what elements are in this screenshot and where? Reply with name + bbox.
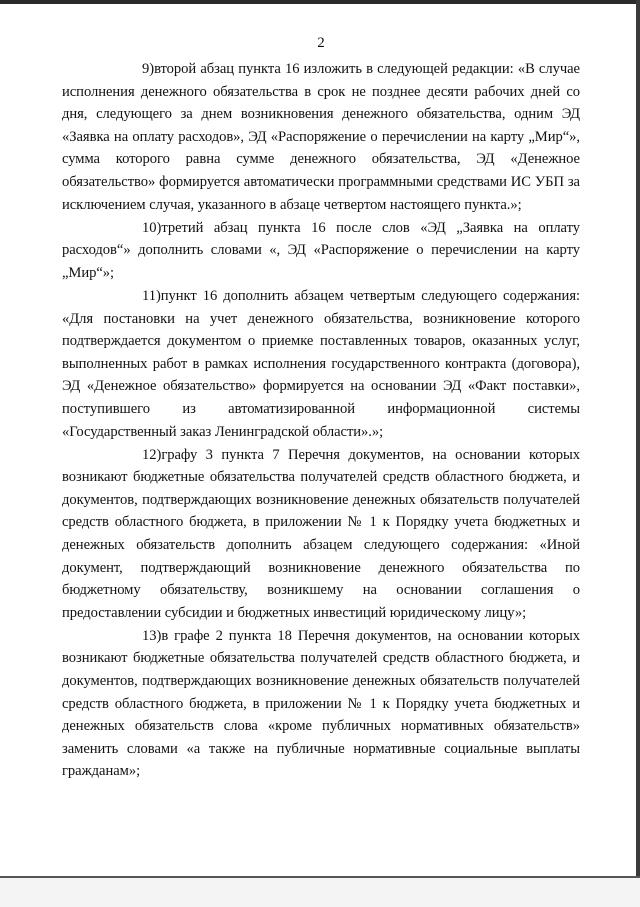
item-number: 10) <box>142 219 162 236</box>
paragraph-item-13 <box>62 625 580 783</box>
scan-edge-bottom <box>0 876 640 907</box>
paragraph-text: третий абзац пункта 16 после слов «ЭД „Заявка на оплату расходов“» дополнить словами «, ЭД «Распоряжение о перечислении на карту „Мир“»; <box>62 219 580 281</box>
scan-edge-right <box>636 0 640 905</box>
paragraph-item-11 <box>62 285 580 443</box>
paragraph-item-9 <box>62 58 580 216</box>
scan-edge-top <box>0 0 640 4</box>
item-number: 11) <box>142 287 161 304</box>
document-page <box>62 34 580 784</box>
item-number: 12) <box>142 446 162 463</box>
paragraph-item-12 <box>62 444 580 625</box>
paragraph-text: второй абзац пункта 16 изложить в следующей редакции: «В случае исполнения денежного обязательства в срок не позднее десяти рабочих дней со дня, следующего за днем возникновения денежного обязательства, одним ЭД «Заявка на оплату расходов», ЭД «Распоряжение о перечислении на карту „Мир“», сумма которого равна сумме денежного обязательства, ЭД «Денежное обязательство» формируется автоматически программными средствами ИС УБП за исключением случая, указанного в абзаце четвертом настоящего пункта.»; <box>62 61 580 213</box>
item-number: 13) <box>142 627 162 644</box>
page-number: 2 <box>317 35 325 51</box>
paragraph-text: пункт 16 дополнить абзацем четвертым следующего содержания: «Для постановки на учет денежного обязательства, возникновение которого подтверждается документом о приемке поставленных товаров, оказанных услуг, выполненных работ в рамках исполнения государственного контракта (договора), ЭД «Денежное обязательство» формируется на основании ЭД «Факт поставки», поступившего из автоматизированной информационной системы «Государственный заказ Ленинградской области».»; <box>62 287 580 440</box>
item-number: 9) <box>142 61 155 77</box>
paragraph-item-10 <box>62 217 580 285</box>
paragraph-text: графу 3 пункта 7 Перечня документов, на основании которых возникают бюджетные обязательства получателей средств областного бюджета, и документов, подтверждающих возникновение денежных обязательств получателей средств областного бюджета, в приложении № 1 к Порядку учета бюджетных и денежных обязательств дополнить абзацем следующего содержания: «Иной документ, подтверждающий возникновение денежного обязательства по бюджетному обязательству, возникшему на основании соглашения о предоставлении субсидии и бюджетных инвестиций юридическому лицу»; <box>62 446 580 621</box>
paragraph-text: в графе 2 пункта 18 Перечня документов, на основании которых возникают бюджетные обязательства получателей средств областного бюджета, и документов, подтверждающих возникновение денежных обязательств получателей средств областного бюджета, в приложении № 1 к Порядку учета бюджетных и денежных обязательств слова «кроме публичных нормативных обязательств» заменить словами «а также на публичные нормативные социальные выплаты гражданам»; <box>62 627 580 780</box>
